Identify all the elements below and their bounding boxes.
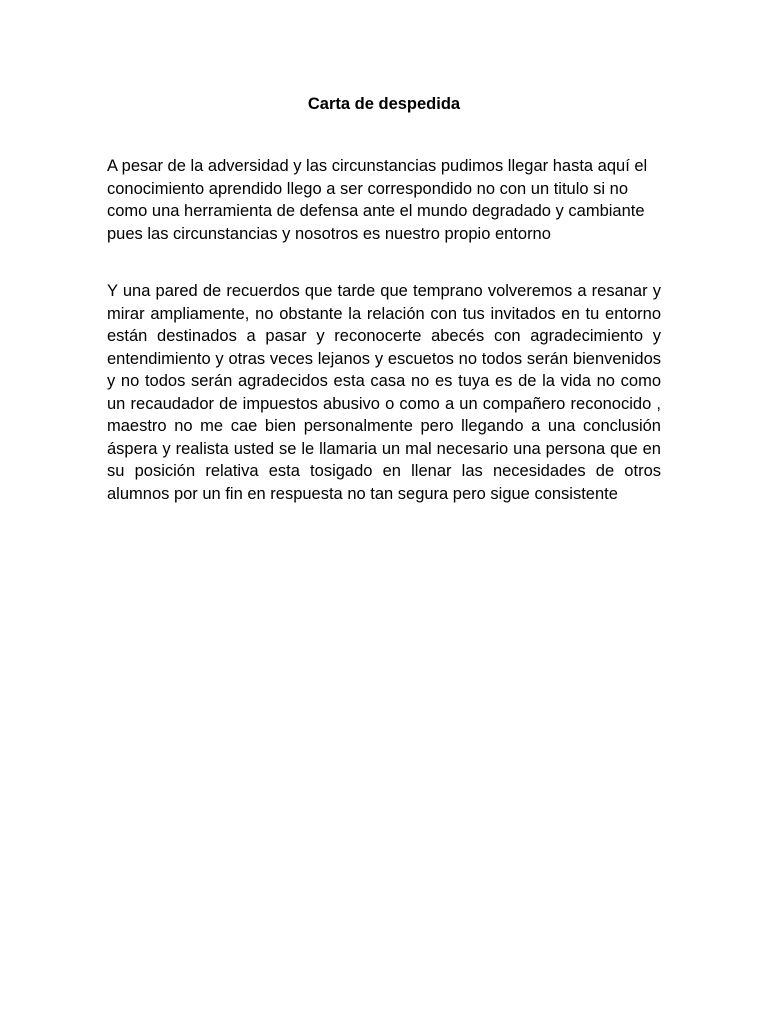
document-title: Carta de despedida [307, 95, 461, 113]
paragraph-2: Y una pared de recuerdos que tarde que temprano volveremos a resanar y mirar ampliamente, no obstante la relación con tus invitados en tu entorno están destinados a pasar y reconocerte abecés con agradecimiento y entendimiento y otras veces lejanos y escuetos no todos serán bienvenidos y no todos serán agradecidos esta casa no es tuya es de la vida no como un recaudador de impuestos abusivo o como a un compañero reconocido , maestro no me cae bien personalmente pero llegando a una conclusión áspera y realista usted se le llamaria un mal necesario una persona que en su posición relativa esta tosigado en llenar las necesidades de otros alumnos por un fin en respuesta no tan segura pero sigue consistente [107, 282, 661, 503]
paragraph-1: A pesar de la adversidad y las circunstancias pudimos llegar hasta aquí el conocimiento aprendido llego a ser correspondido no con un titulo si no como una herramienta de defensa ante el mundo degradado y cambiante pues las circunstancias y nosotros es nuestro propio entorno [107, 157, 648, 243]
